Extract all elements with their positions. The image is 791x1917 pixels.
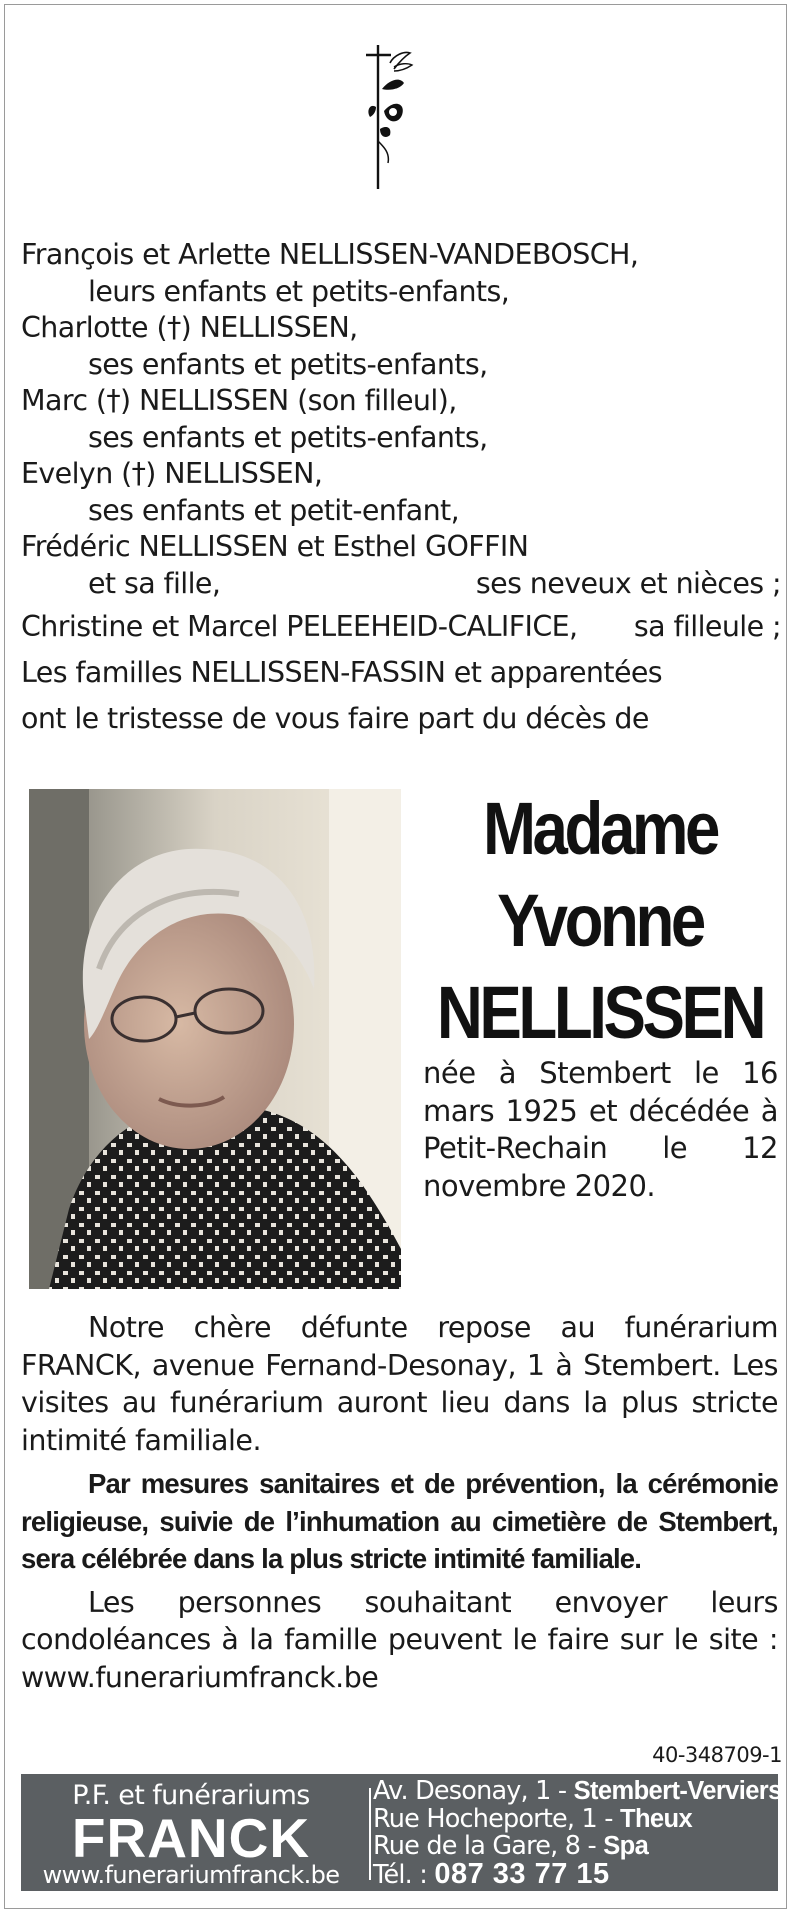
condolences-paragraph: Les personnes souhaitant envoyer leurs condoléances à la famille peuvent le faire sur le site : www.funerariumfranck.be <box>21 1585 778 1694</box>
family-line-goddaughter: sa filleule ; <box>633 610 781 643</box>
footer-divider <box>369 1788 371 1880</box>
notice-body <box>21 1309 778 1696</box>
funerarium-paragraph: Notre chère défunte repose au funérarium FRANCK, avenue Fernand-Desonay, 1 à Stembert. Les visites au funérarium auront lieu dans la plus stricte intimité familiale. <box>21 1311 778 1457</box>
phone-label: Tél. : <box>373 1859 435 1890</box>
address-street: Rue de la Gare, 8 - <box>373 1831 604 1861</box>
family-line: Christine et Marcel PELEEHEID-CALIFICE, <box>21 610 578 643</box>
funeral-home-tagline: P.F. et funérariums <box>72 1780 310 1811</box>
funeral-home-addresses <box>373 1776 782 1890</box>
family-line: ses enfants et petits-enfants, <box>88 347 488 381</box>
family-line: Marc (†) NELLISSEN (son filleul), <box>21 384 457 417</box>
phone-line <box>373 1857 773 1890</box>
family-line-row <box>21 566 781 603</box>
family-line: Charlotte (†) NELLISSEN, <box>21 311 358 344</box>
deceased-title: Madame <box>482 787 718 870</box>
address-line <box>373 1803 773 1834</box>
family-line-row <box>21 606 781 648</box>
ceremony-paragraph: Par mesures sanitaires et de prévention, la cérémonie religieuse, suivie de l’inhumation au cimetière de Stembert, sera célébrée dans la plus stricte intimité familiale. <box>21 1468 778 1574</box>
notice-reference: 40-348709-1 <box>652 1743 782 1767</box>
family-line: ses enfants et petit-enfant, <box>88 493 460 527</box>
family-list <box>21 237 781 740</box>
family-line: Les familles NELLISSEN-FASSIN et apparentées <box>21 656 663 689</box>
address-street: Av. Desonay, 1 - <box>373 1776 574 1806</box>
family-line: leurs enfants et petits-enfants, <box>88 274 510 308</box>
address-city: Stembert-Verviers <box>573 1777 782 1805</box>
family-line: François et Arlette NELLISSEN-VANDEBOSCH, <box>21 238 639 271</box>
address-line <box>373 1833 773 1861</box>
family-line: Frédéric NELLISSEN et Esthel GOFFIN <box>21 530 529 563</box>
announcement-line: ont le tristesse de vous faire part du décès de <box>21 702 649 735</box>
funeral-home-url[interactable]: www.funerariumfranck.be <box>42 1861 340 1889</box>
deceased-first-name: Yvonne <box>497 879 703 962</box>
family-line: ses enfants et petits-enfants, <box>88 420 488 454</box>
phone-number[interactable]: 087 33 77 15 <box>434 1857 610 1890</box>
cross-with-rose-icon <box>360 41 420 191</box>
deceased-last-name: NELLISSEN <box>436 971 764 1054</box>
family-line: Evelyn (†) NELLISSEN, <box>21 457 323 490</box>
deceased-name <box>432 783 767 1059</box>
funeral-home-banner <box>21 1774 782 1891</box>
funeral-home-logo-text: FRANCK <box>71 1807 311 1869</box>
address-street: Rue Hocheporte, 1 - <box>373 1803 620 1834</box>
address-line <box>373 1776 782 1806</box>
birth-death-details: née à Stembert le 16 mars 1925 et décédée à Petit-Rechain le 12 novembre 2020. <box>423 1056 778 1203</box>
deceased-portrait-photo <box>29 789 401 1289</box>
obituary-notice <box>4 4 787 1909</box>
family-line: et sa fille, <box>88 566 221 600</box>
address-city: Spa <box>603 1832 649 1860</box>
family-line-nephews: ses neveux et nièces ; <box>475 566 781 600</box>
address-city: Theux <box>619 1804 693 1833</box>
funeral-home-identity <box>21 1774 361 1891</box>
